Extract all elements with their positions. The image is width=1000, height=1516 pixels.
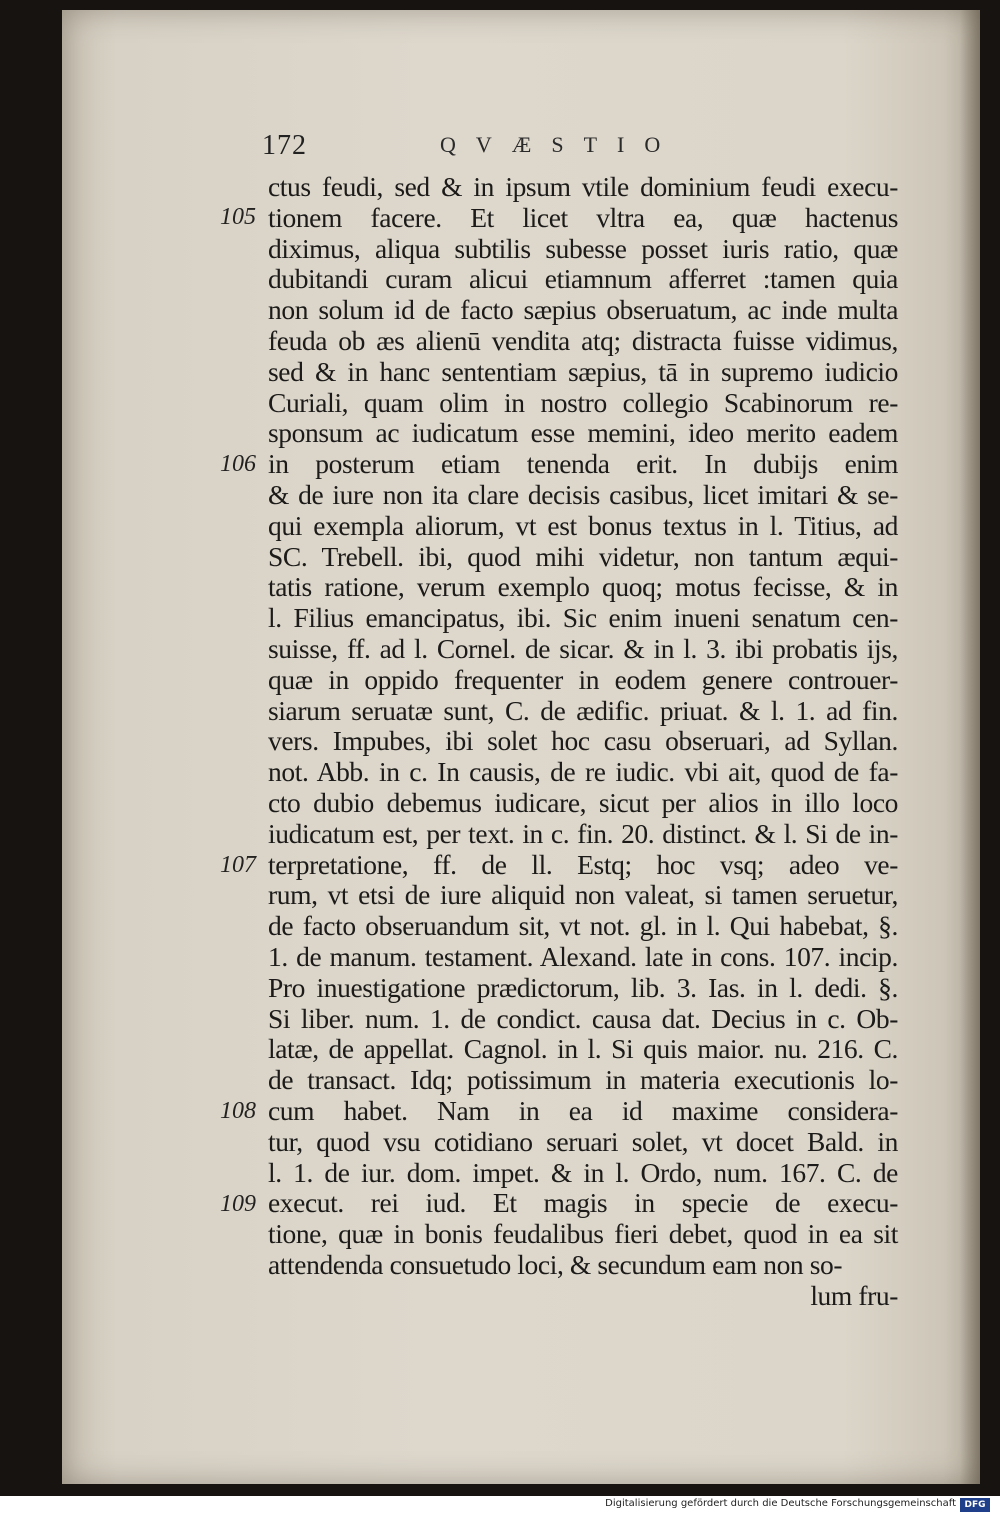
text-line: sed & in hanc sententiam sæpius, tā in supremo iudicio bbox=[268, 355, 898, 387]
page-edge-shadow bbox=[960, 10, 980, 1484]
text-line: Curiali, quam olim in nostro collegio Scabinorum re- bbox=[268, 386, 898, 418]
dfg-logo: DFG bbox=[960, 1498, 990, 1512]
page-number: 172 bbox=[262, 130, 307, 161]
text-line: & de iure non ita clare decisis casibus, licet imitari & se- bbox=[268, 478, 898, 510]
text-line: tionem facere. Et licet vltra ea, quæ hactenus bbox=[268, 201, 898, 233]
text-line: de transact. Idq; potissimum in materia executionis lo- bbox=[268, 1064, 898, 1096]
digitization-credit: Digitalisierung gefördert durch die Deutsche Forschungsgemeinschaft bbox=[605, 1498, 956, 1509]
text-line: tur, quod vsu cotidiano seruari solet, vt docet Bald. in bbox=[268, 1125, 898, 1157]
margin-number-107: 107 bbox=[220, 852, 256, 878]
text-line: dubitandi curam alicui etiamnum afferret :tamen quia bbox=[268, 263, 898, 295]
text-line: ctus feudi, sed & in ipsum vtile dominium feudi execu- bbox=[268, 171, 898, 202]
text-line: iudicatum est, per text. in c. fin. 20. distinct. & l. Si de in- bbox=[268, 817, 898, 849]
text-line: in posterum etiam tenenda erit. In dubijs enim bbox=[268, 448, 898, 480]
text-line: de facto obseruandum sit, vt not. gl. in l. Qui habebat, §. bbox=[268, 910, 898, 942]
text-line: qui exempla aliorum, vt est bonus textus in l. Titius, ad bbox=[268, 509, 898, 541]
text-line: feuda ob æs alienū vendita atq; distracta fuisse vidimus, bbox=[268, 324, 898, 356]
margin-number-106: 106 bbox=[220, 451, 256, 477]
text-line: cto dubio debemus iudicare, sicut per alios in illo loco bbox=[268, 786, 898, 818]
text-line: Pro inuestigatione prædictorum, lib. 3. Ias. in l. dedi. §. bbox=[268, 971, 898, 1003]
page-header bbox=[262, 130, 902, 164]
margin-number-105: 105 bbox=[220, 204, 256, 230]
text-line: quæ in oppido frequenter in eodem genere controuer- bbox=[268, 663, 898, 695]
text-line: siarum seruatæ sunt, C. de ædific. priuat. & l. 1. ad fin. bbox=[268, 694, 898, 726]
margin-number-109: 109 bbox=[220, 1191, 256, 1217]
text-line: diximus, aliqua subtilis subesse posset iuris ratio, quæ bbox=[268, 232, 898, 264]
text-line: rum, vt etsi de iure aliquid non valeat, si tamen seruetur, bbox=[268, 879, 898, 911]
body-text bbox=[220, 171, 898, 1311]
text-line: latæ, de appellat. Cagnol. in l. Si quis maior. nu. 216. C. bbox=[268, 1033, 898, 1065]
text-line: cum habet. Nam in ea id maxime considera- bbox=[268, 1094, 898, 1126]
text-line: sponsum ac iudicatum esse memini, ideo merito eadem bbox=[268, 417, 898, 449]
text-line: 1. de manum. testament. Alexand. late in cons. 107. incip. bbox=[268, 940, 898, 972]
text-line: SC. Trebell. ibi, quod mihi videtur, non tantum æqui- bbox=[268, 540, 898, 572]
margin-number-108: 108 bbox=[220, 1098, 256, 1124]
text-line: tione, quæ in bonis feudalibus fieri debet, quod in ea sit bbox=[268, 1218, 898, 1250]
text-line: non solum id de facto sæpius obseruatum, ac inde multa bbox=[268, 294, 898, 326]
text-line: attendenda consuetudo loci, & secundum eam non so- bbox=[268, 1248, 843, 1280]
text-line: execut. rei iud. Et magis in specie de execu- bbox=[268, 1187, 898, 1219]
footer-bar bbox=[0, 1496, 1000, 1516]
text-line: lum fru- bbox=[810, 1279, 898, 1311]
text-line: not. Abb. in c. In causis, de re iudic. vbi ait, quod de fa- bbox=[268, 756, 898, 788]
text-line: tatis ratione, verum exemplo quoq; motus fecisse, & in bbox=[268, 571, 898, 603]
text-line: l. Filius emancipatus, ibi. Sic enim inueni senatum cen- bbox=[268, 602, 898, 634]
text-line: Si liber. num. 1. de condict. causa dat. Decius in c. Ob- bbox=[268, 1002, 898, 1034]
running-head: QVÆSTIO bbox=[440, 132, 681, 157]
text-line: vers. Impubes, ibi solet hoc casu obseruari, ad Syllan. bbox=[268, 725, 898, 757]
text-line: l. 1. de iur. dom. impet. & in l. Ordo, num. 167. C. de bbox=[268, 1156, 898, 1188]
text-line: terpretatione, ff. de ll. Estq; hoc vsq; adeo ve- bbox=[268, 848, 898, 880]
text-line: suisse, ff. ad l. Cornel. de sicar. & in l. 3. ibi probatis ijs, bbox=[268, 632, 898, 664]
